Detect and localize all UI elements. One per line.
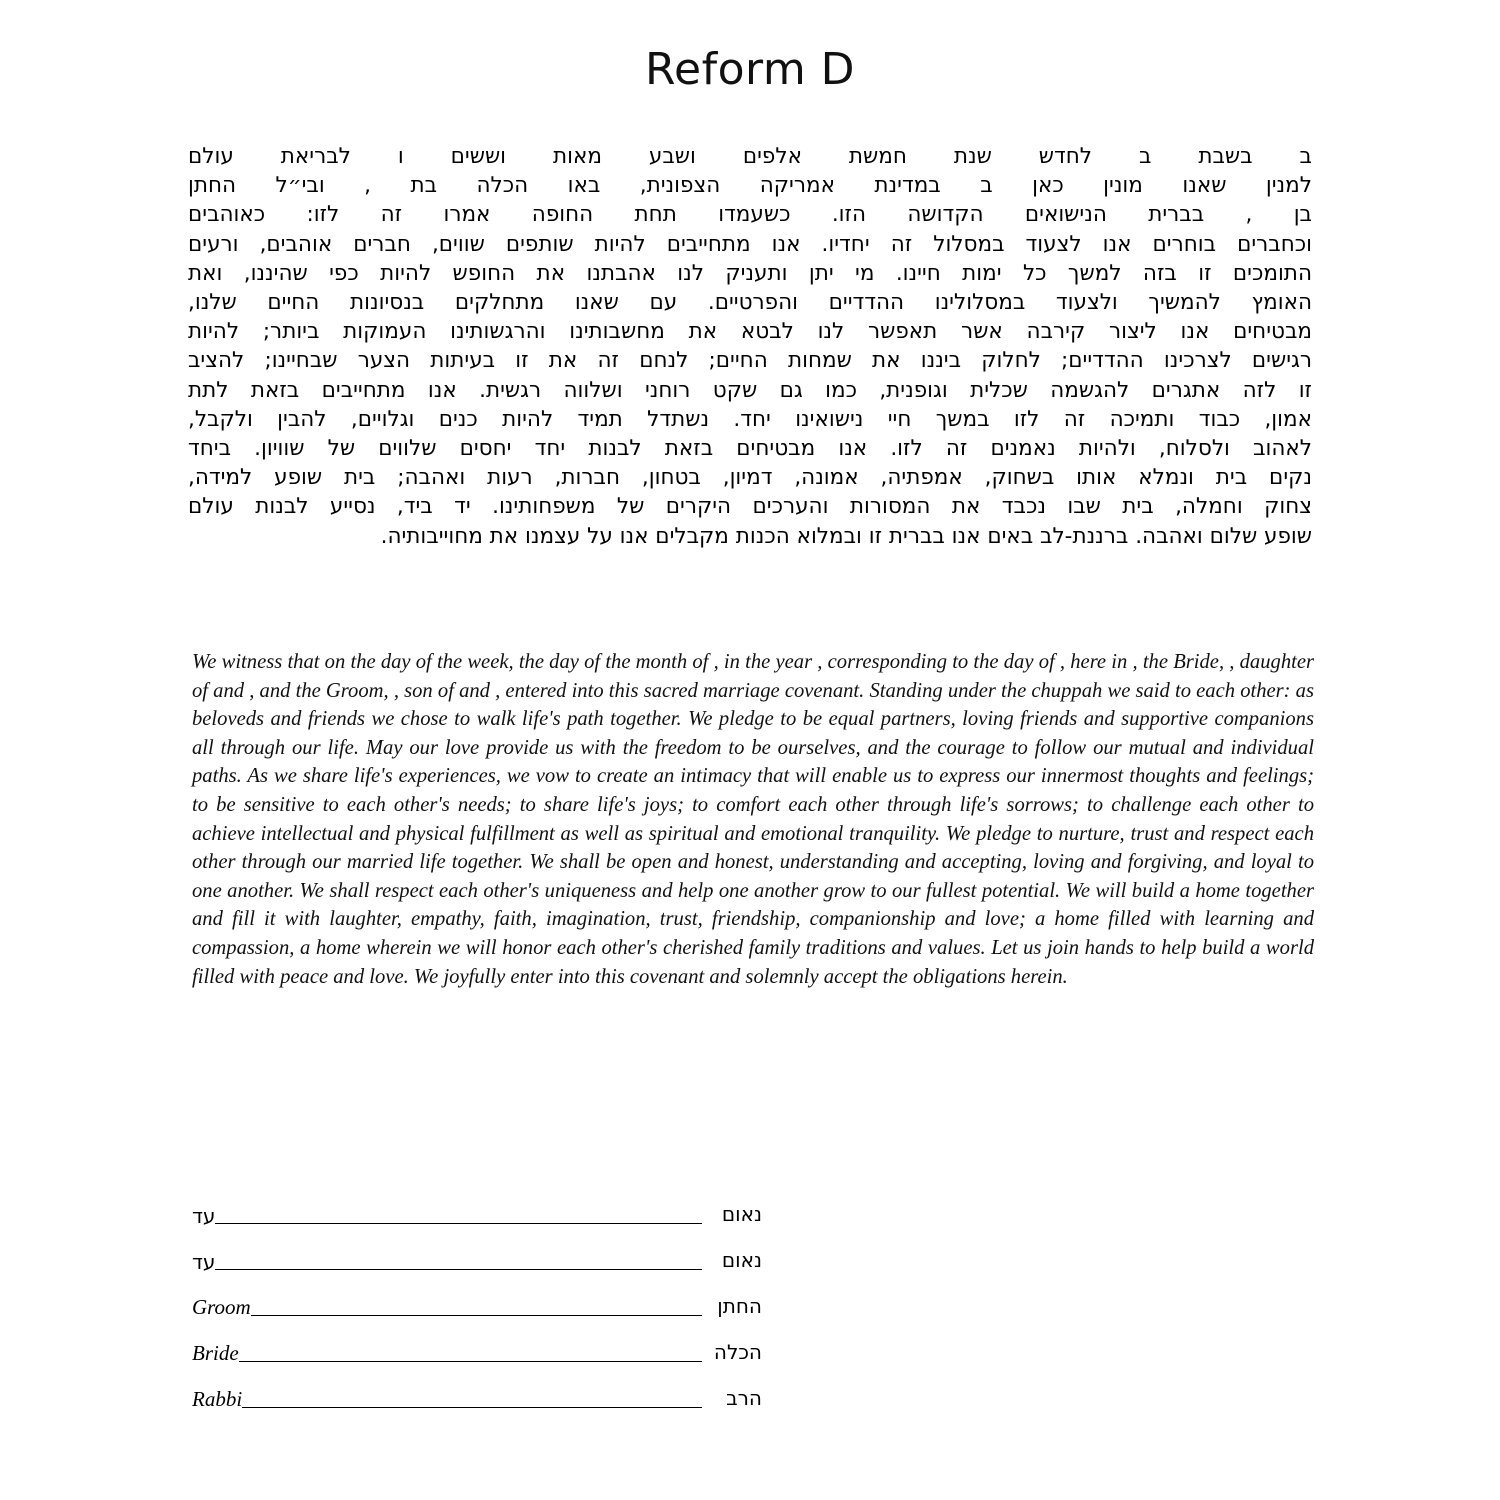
hebrew-line: האומץ להמשיך ולצעוד במסלולינו ההדדיים והפרטיים. עם שאנו מתחלקים בנסיונות החיים שלנו,: [188, 290, 1312, 316]
signature-label-left: Rabbi: [192, 1387, 243, 1411]
signature-label-left: עד: [192, 1204, 216, 1228]
hebrew-line: בן , בברית הנישואים הקדושה הזו. כשעמדו תחת החופה אמרו זה לזו: כאוהבים: [188, 202, 1312, 228]
hebrew-line: למנין שאנו מונין כאן ב במדינת אמריקה הצפונית, באו הכלה בת , ובי״ל החתן: [188, 173, 1312, 199]
hebrew-line: מבטיחים אנו ליצור קירבה אשר תאפשר לנו לבטא את מחשבותינו והרגשותינו העמוקות ביותר; להיות: [188, 319, 1312, 345]
signature-line[interactable]: [239, 1360, 702, 1362]
hebrew-line: שופע שלום ואהבה. ברננת-לב באים אנו בברית זו ובמלוא הכנות מקבלים אנו על עצמנו את מחוייבותיה.: [380, 523, 1312, 549]
signature-label-right: החתן: [717, 1294, 762, 1318]
signature-line[interactable]: [215, 1268, 702, 1270]
signature-label-left: עד: [192, 1250, 216, 1274]
signature-row-witness-2: [192, 1228, 762, 1274]
hebrew-line: ב בשבת ב לחדש שנת חמשת אלפים ושבע מאות וששים ו לבריאת עולם: [188, 144, 1312, 169]
hebrew-text-block: [188, 142, 1312, 551]
hebrew-line: נקים בית ונמלא אותו בשחוק, אמפתיה, אמונה, דמיון, בטחון, חברות, רעות ואהבה; בית שופע למידה,: [188, 465, 1312, 491]
signature-label-right: הרב: [726, 1386, 762, 1410]
hebrew-line: התומכים זו בזה למשך כל ימות חיינו. מי יתן ותעניק לנו אהבתנו את החופש להיות כפי שהיננו, ואת: [188, 260, 1312, 286]
signature-line[interactable]: [215, 1222, 702, 1224]
english-paragraph: We witness that on the day of the week, the day of the month of , in the year , corresponding to the day of , here in , the Bride, , daughter of and , and the Groom, , son of and , entered into this sacred marriage covenant. Standing under the chuppah we said to each other: as beloveds and friends we chose to walk life's path together. We pledge to be equal partners, loving friends and supportive companions all through our life. May our love provide us with the freedom to be ourselves, and the courage to follow our mutual and individual paths. As we share life's experiences, we vow to create an intimacy that will enable us to express our innermost thoughts and feelings; to be sensitive to each other's needs; to share life's joys; to comfort each other through life's sorrows; to challenge each other to achieve intellectual and physical fulfillment as well as spiritual and emotional tranquility. We pledge to nurture, trust and respect each other through our married life together. We shall be open and honest, understanding and accepting, loving and forgiving, and loyal to one another. We shall respect each other's uniqueness and help one another grow to our fullest potential. We will build a home together and fill it with laughter, empathy, faith, imagination, trust, friendship, companionship and love; a home filled with learning and compassion, a home wherein we will honor each other's cherished family traditions and values. Let us join hands to help build a world filled with peace and love. We joyfully enter into this covenant and solemnly accept the obligations herein.: [192, 651, 1314, 988]
hebrew-line: אמון, כבוד ותמיכה זה לזו במשך חיי נישואינו יחד. נשתדל תמיד להיות כנים וגלויים, להבין ולקבל,: [188, 406, 1312, 432]
signature-label-right: הכלה: [713, 1340, 762, 1364]
english-text-block: [192, 648, 1314, 991]
hebrew-line: לאהוב ולסלוח, ולהיות נאמנים זה לזו. אנו מבטיחים בזאת לבנות יחד יחסים שלווים של שוויון. ביחד: [188, 436, 1312, 462]
signature-row-groom: [192, 1274, 762, 1320]
signature-row-rabbi: [192, 1366, 762, 1412]
signature-row-bride: [192, 1320, 762, 1366]
signature-line[interactable]: [242, 1406, 702, 1408]
signature-label-left: Bride: [192, 1341, 239, 1365]
signature-label-right: נאום: [721, 1248, 762, 1272]
hebrew-line: זו לזה אתגרים להגשמה שכלית וגופנית, כמו גם שקט רוחני ושלווה רגשית. אנו מתחייבים בזאת לתת: [188, 377, 1312, 403]
hebrew-line: רגישים לצרכינו ההדדיים; לחלוק ביננו את שמחות החיים; לנחם זה את זו בעיתות הצער שבחיינו; להציב: [188, 348, 1312, 374]
signature-area: [192, 1182, 762, 1412]
signature-row-witness-1: [192, 1182, 762, 1228]
signature-label-left: Groom: [192, 1295, 251, 1319]
page-title: Reform D: [644, 44, 856, 95]
hebrew-line: צחוק וחמלה, בית שבו נכבד את המסורות והערכים היקרים של משפחותינו. יד ביד, נסייע לבנות עולם: [188, 494, 1312, 520]
signature-label-right: נאום: [721, 1202, 762, 1226]
hebrew-line: וכחברים בוחרים אנו לצעוד במסלול זה יחדיו. אנו מתחייבים להיות שותפים שווים, חברים אוהבים, ורעים: [188, 231, 1312, 257]
signature-line[interactable]: [251, 1314, 702, 1316]
